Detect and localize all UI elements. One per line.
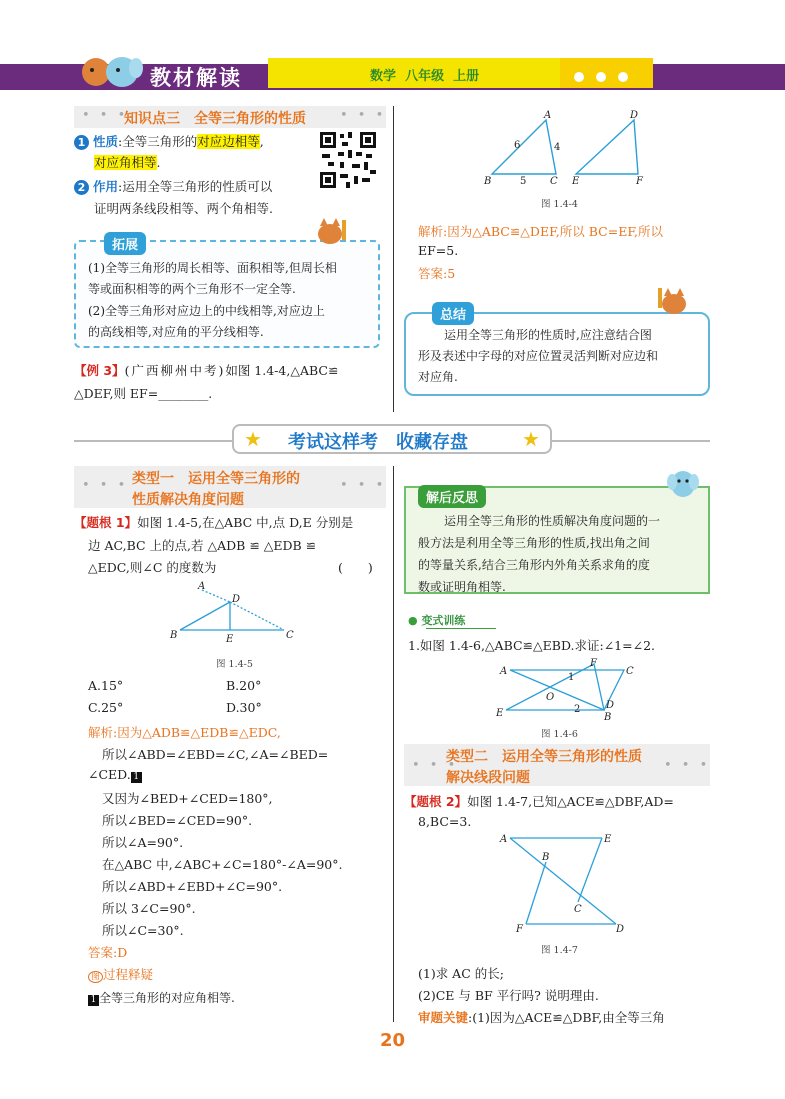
fox-mascot-icon [314,216,350,246]
figure-1-4-4 [478,108,658,194]
summary-line: 对应角. [418,370,458,384]
type2-dots: • • • [664,758,711,773]
label-e: E [572,176,580,187]
option-a[interactable]: A.15° [88,678,124,693]
label-a: A [544,110,552,121]
solution-line: 所以∠C=30°. [102,923,184,938]
banner-line [74,440,234,442]
label-b: B [484,176,492,187]
label-c: C [550,176,558,187]
figure-caption: 图 1.4-7 [541,945,578,956]
variant-1: 1.如图 1.4-6,△ABC≌△EBD.求证:∠1=∠2. [408,638,656,653]
solution-line: 所以 3∠C=90°. [102,901,196,916]
svg-text:E: E [496,708,504,719]
type1-title: 性质解决角度问题 [132,492,244,508]
triangle-def [576,120,638,174]
svg-text:B: B [604,712,612,722]
summary-line: 形及表述中字母的对应位置灵活判断对应边和 [418,349,659,363]
fox-mascot-icon [656,286,692,316]
svg-text:D: D [616,924,625,934]
page-number: 20 [380,1030,406,1051]
figure-1-4-6 [494,656,642,722]
reflection-line: 般方法是利用全等三角形的性质,找出角之间 [418,536,650,550]
svg-text:F: F [516,924,523,934]
label-side-4: 4 [554,142,561,153]
figure-caption: 图 1.4-5 [216,659,253,670]
svg-text:B: B [170,630,178,641]
reflection-tag: 解后反思 [418,485,486,508]
header-dot [596,72,606,82]
label-f: F [636,176,643,187]
header-title: 教材解读 [150,65,242,90]
property-1-cont: 对应角相等. [94,155,161,170]
figure-caption: 图 1.4-4 [541,199,578,210]
note-marker-icon: 1 [88,995,99,1006]
kp-dots: • • • [82,108,129,123]
svg-text:C: C [626,666,634,677]
solution-line: 解析:因为△ADB≌△EDB≌△EDC, [88,725,281,740]
property-2: 2 作用:运用全等三角形的性质可以 [74,177,272,195]
svg-text:A: A [500,666,508,677]
star-icon: ★ [244,427,262,451]
variant-title: ● 变式训练 [408,614,466,627]
type2-title: 解决线段问题 [446,770,530,786]
solution-line: EF=5. [418,243,459,258]
column-divider [393,466,394,1022]
column-divider [393,106,394,412]
answer-paren: ( ) [338,560,373,575]
note-marker-icon: 1 [131,772,142,783]
svg-text:E: E [226,634,234,645]
label-side-5: 5 [520,176,527,187]
summary-tag: 总结 [432,302,474,325]
svg-text:A: A [198,581,206,592]
type2-dots: • • • [412,758,459,773]
elephant-mascot-icon [666,466,700,502]
svg-text:A: A [500,834,508,845]
answer: 答案:D [88,945,128,960]
question-1: 【题根 1】如图 1.4-5,在△ABC 中,点 D,E 分别是 [74,515,354,530]
figure-1-4-5 [168,580,298,650]
solution-line: 在△ABC 中,∠ABC+∠C=180°-∠A=90°. [102,857,343,872]
extension-line: (2)全等三角形对应边上的中线相等,对应边上 [88,304,325,318]
figure-caption: 图 1.4-6 [541,729,578,740]
question-1-cont: △EDC,则∠C 的度数为 [88,560,217,575]
svg-text:C: C [286,630,294,641]
property-1: 1 性质:全等三角形的对应边相等, [74,132,264,150]
svg-text:C: C [574,904,582,915]
question-1-cont: 边 AC,BC 上的点,若 △ADB ≌ △EDB ≌ [88,538,317,553]
summary-line: 运用全等三角形的性质时,应注意结合图 [444,328,652,342]
extension-tag: 拓展 [104,232,146,255]
header-dot [574,72,584,82]
extension-line: (1)全等三角形的周长相等、面积相等,但周长相 [88,261,337,275]
svg-text:F: F [590,658,597,669]
star-icon: ★ [522,427,540,451]
mascot-icon [78,48,144,90]
kp-title: 知识点三 全等三角形的性质 [124,111,306,127]
svg-text:2: 2 [574,704,581,715]
extension-line: 的高线相等,对应角的平分线相等. [88,325,264,339]
key-analysis: 审题关键:(1)因为△ACE≌△DBF,由全等三角 [418,1010,665,1025]
question-2-part1: (1)求 AC 的长; [418,966,504,981]
banner-line [552,440,710,442]
header-subject: 数学 八年级 上册 [370,69,480,84]
label-d: D [630,110,639,121]
solution-line: 所以∠ABD=∠EBD=∠C,∠A=∠BED= [102,747,329,762]
variant-underline [426,628,496,629]
type1-dots: • • • [82,478,129,493]
svg-text:E: E [604,834,612,845]
question-2-cont: 8,BC=3. [418,814,472,829]
answer: 答案:5 [418,266,456,281]
qr-code-icon[interactable] [318,130,378,190]
solution-line: 所以∠ABD+∠EBD+∠C=90°. [102,879,283,894]
magnifier-icon: 图 [88,971,103,983]
number-2-icon: 2 [74,180,89,195]
option-c[interactable]: C.25° [88,700,124,715]
triangle-abc [492,120,556,174]
question-2-part2: (2)CE 与 BF 平行吗? 说明理由. [418,988,599,1003]
reflection-line: 数或证明角相等. [418,580,506,594]
option-d[interactable]: D.30° [226,700,262,715]
solution-line: ∠CED. 1 [88,767,142,783]
banner-title: 考试这样考 收藏存盘 [288,432,468,453]
property-2-cont: 证明两条线段相等、两个角相等. [94,201,273,216]
type1-title: 类型一 运用全等三角形的 [132,471,300,487]
svg-text:D: D [606,700,615,711]
solution-line: 解析:因为△ABC≌△DEF,所以 BC=EF,所以 [418,224,664,239]
label-side-6: 6 [514,140,521,151]
example-3-cont: △DEF,则 EF=________. [74,386,213,401]
reflection-line: 运用全等三角形的性质解决角度问题的一 [444,514,661,528]
svg-text:B: B [542,852,550,863]
solution-line: 又因为∠BED+∠CED=180°, [102,791,273,806]
svg-text:D: D [232,594,241,605]
kp-dots: • • • [340,108,387,123]
type2-title: 类型二 运用全等三角形的性质 [446,749,642,765]
reflection-line: 的等量关系,结合三角形内外角关系求角的度 [418,558,650,572]
figure-1-4-7 [498,828,628,934]
svg-text:O: O [546,692,555,703]
header-yellow-band-right [560,58,653,88]
extension-line: 等或面积相等的两个三角形不一定全等. [88,282,296,296]
question-2: 【题根 2】如图 1.4-7,已知△ACE≌△DBF,AD= [404,794,674,809]
solution-line: 所以∠BED=∠CED=90°. [102,813,253,828]
process-title: 图 过程释疑 [88,965,153,983]
solution-line: 所以∠A=90°. [102,835,184,850]
process-note: 1 全等三角形的对应角相等. [88,989,235,1006]
option-b[interactable]: B.20° [226,678,262,693]
svg-text:1: 1 [568,672,575,683]
type1-dots: • • • [340,478,387,493]
number-1-icon: 1 [74,135,89,150]
header-dot [618,72,628,82]
example-3: 【例 3】(广西柳州中考)如图 1.4-4,△ABC≌ [74,363,339,378]
